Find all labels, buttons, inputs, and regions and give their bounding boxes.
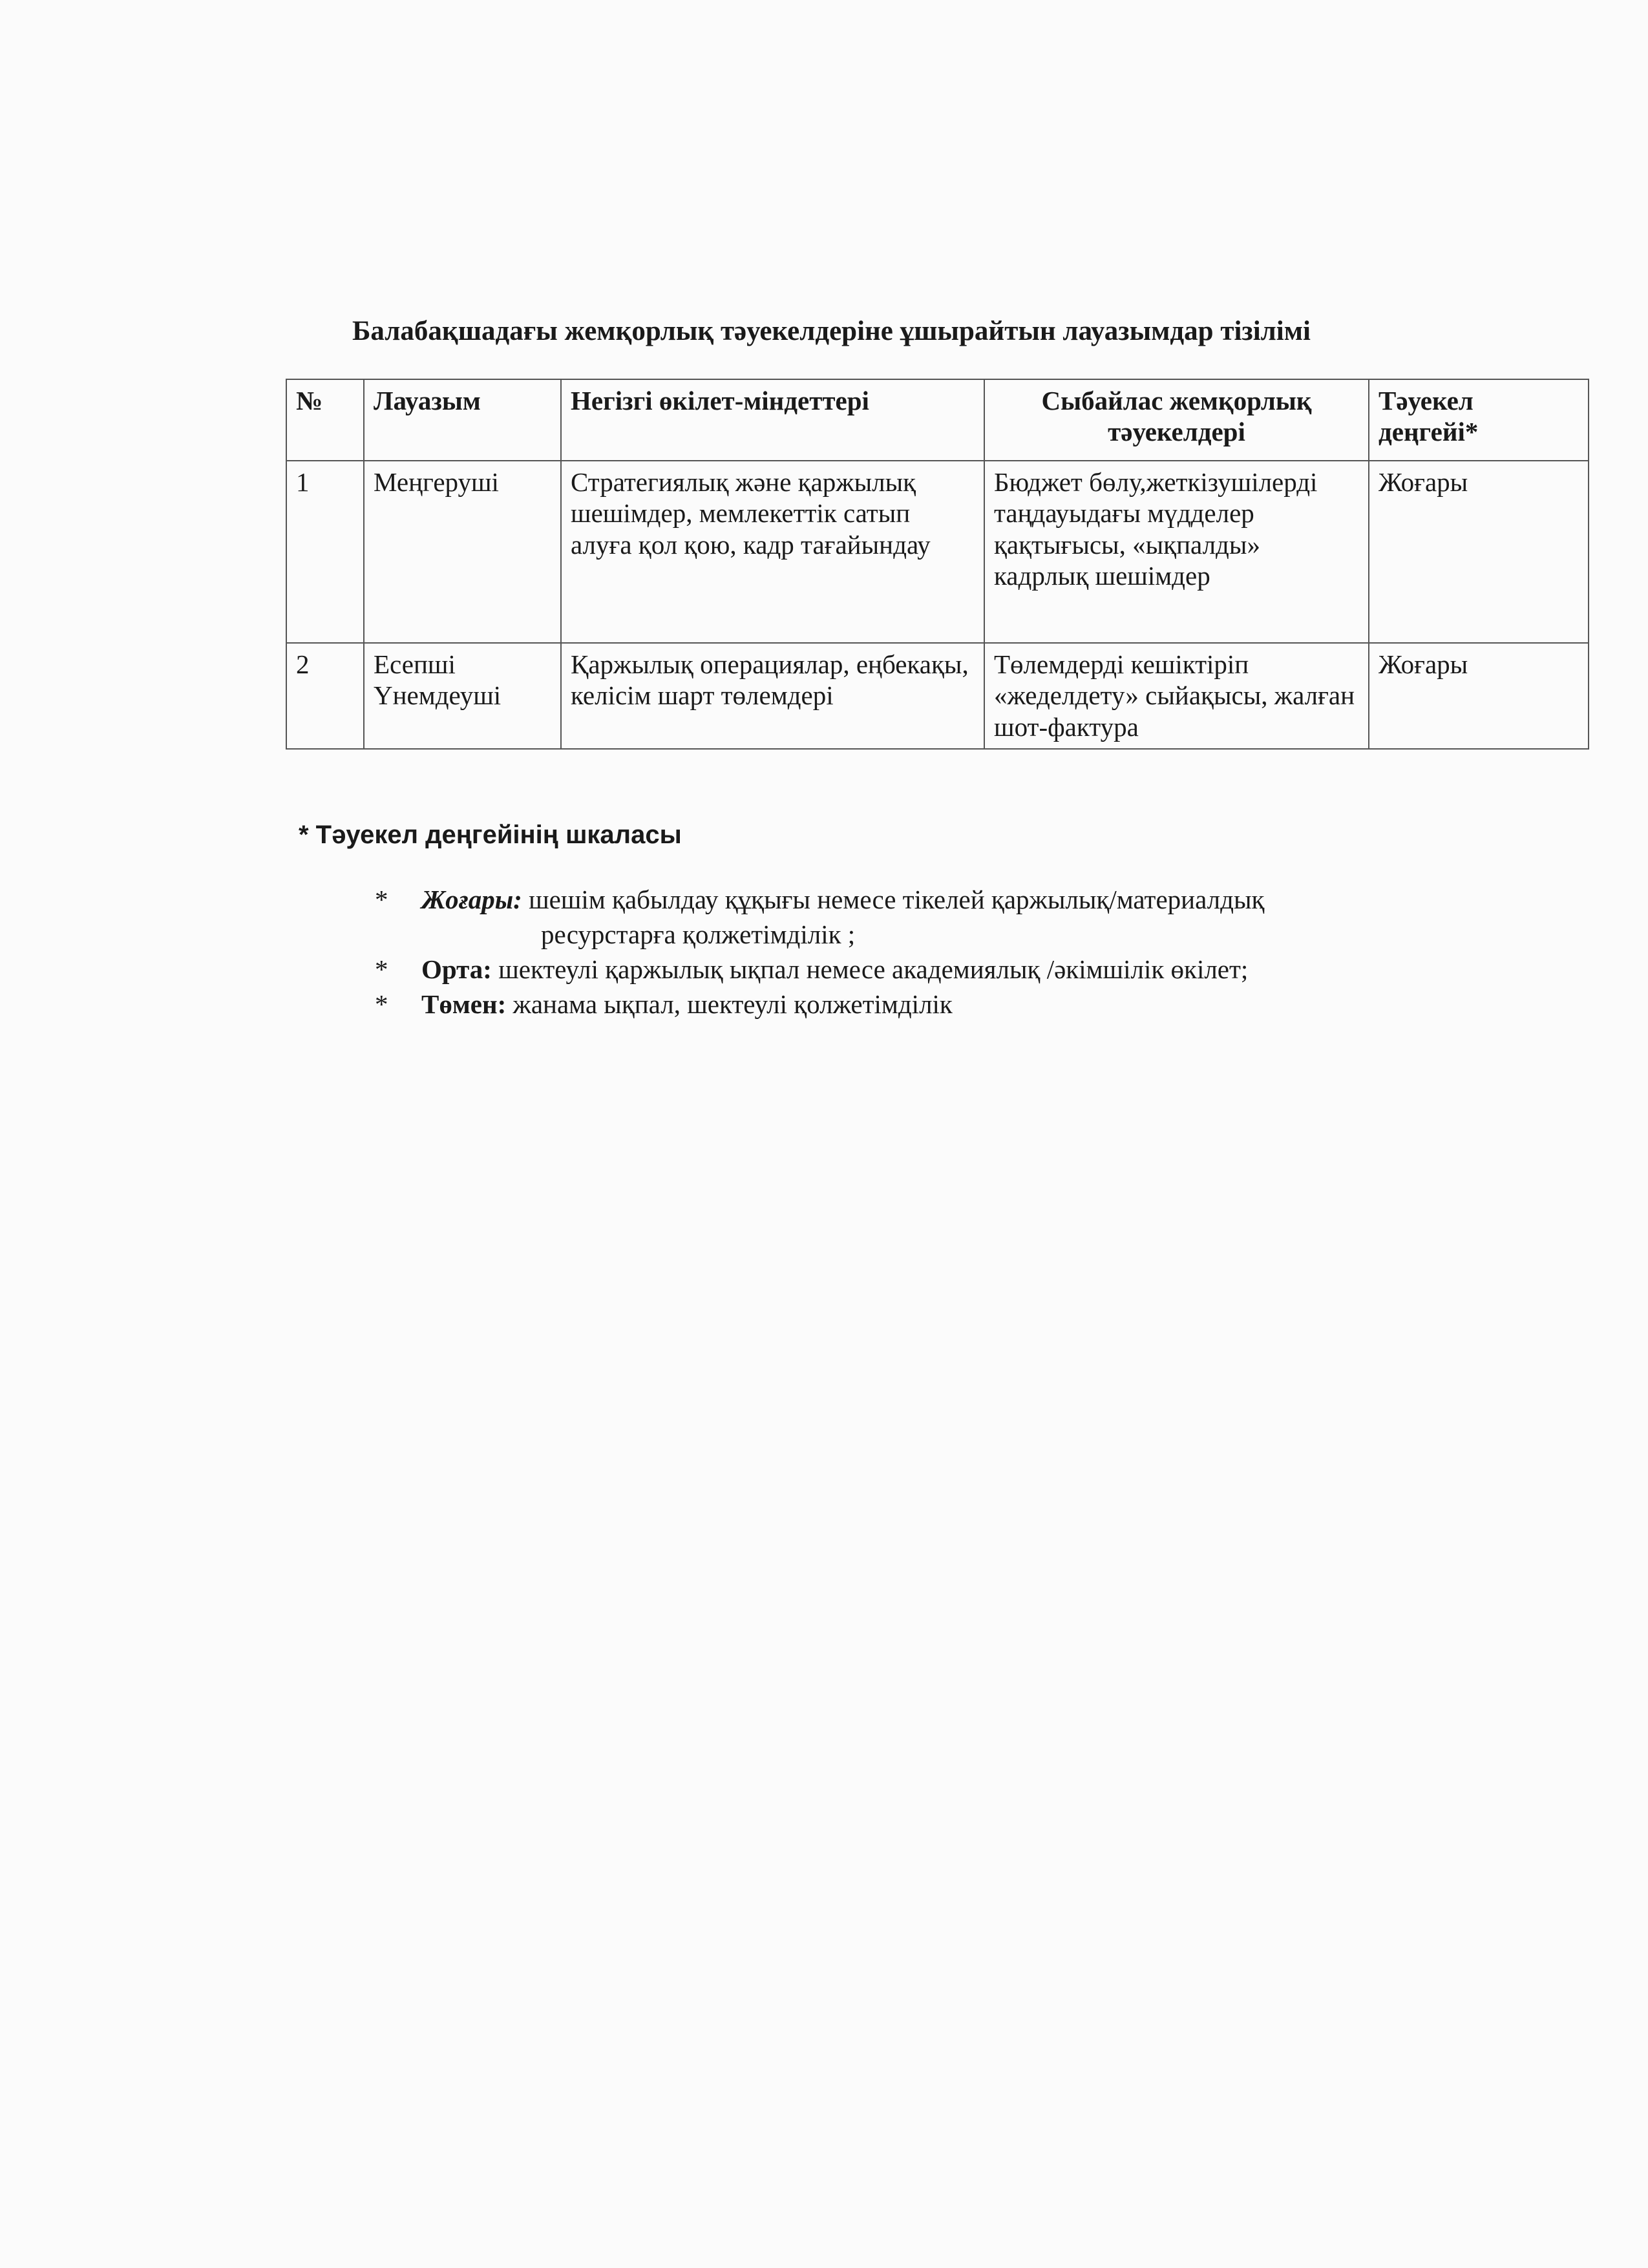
list-item xyxy=(375,987,1570,1022)
scale-text-medium: шектеулі қаржылық ықпал немесе академиялық /әкімшілік өкілет; xyxy=(491,954,1249,985)
cell-position xyxy=(364,643,561,749)
scale-item-body xyxy=(421,952,1248,987)
scale-item-body xyxy=(421,987,953,1022)
scale-term-medium: Орта: xyxy=(421,954,492,985)
scale-text-low: жанама ықпал, шектеулі қолжетімділік xyxy=(506,989,953,1020)
cell-position xyxy=(364,461,561,643)
position-line: Меңгеруші xyxy=(374,467,499,497)
list-item xyxy=(375,952,1570,987)
bullet-marker: * xyxy=(375,885,388,914)
scale-term-high: Жоғары: xyxy=(421,885,522,914)
cell-risks: Төлемдерді кешіктіріп «жеделдету» сыйақысы, жалған шот-фактура xyxy=(984,643,1369,749)
header-position: Лауазым xyxy=(364,379,561,461)
scale-text-high: шешім қабылдау құқығы немесе тікелей қаржылық/материалдық xyxy=(522,885,1265,914)
bullet-marker: * xyxy=(375,989,388,1020)
scale-heading: * Тәуекел деңгейінің шкаласы xyxy=(299,821,682,849)
cell-risk-level: Жоғары xyxy=(1369,643,1589,749)
header-risk-level: Тәуекел деңгейі* xyxy=(1369,379,1589,461)
cell-number: 2 xyxy=(286,643,364,749)
position-line: Үнемдеуші xyxy=(374,680,502,711)
cell-duties: Стратегиялық және қаржылық шешімдер, мемлекеттік сатып алуға қол қою, кадр тағайындау xyxy=(561,461,984,643)
cell-duties: Қаржылық операциялар, еңбекақы, келісім шарт төлемдері xyxy=(561,643,984,749)
scale-term-low: Төмен: xyxy=(421,989,507,1020)
table-header-row xyxy=(286,379,1589,461)
scale-text-high-continuation: ресурстарға қолжетімділік ; xyxy=(541,919,856,950)
page-title: Балабақшадағы жемқорлық тәуекелдеріне ұшырайтын лауазымдар тізілімі xyxy=(352,316,1311,346)
cell-risks: Бюджет бөлу,жеткізушілерді таңдауыдағы мүдделер қақтығысы, «ықпалды» кадрлық шешімдер xyxy=(984,461,1369,643)
table-row xyxy=(286,461,1589,643)
cell-risk-level: Жоғары xyxy=(1369,461,1589,643)
registry-table xyxy=(286,379,1589,750)
table-row xyxy=(286,643,1589,749)
bullet-marker: * xyxy=(375,954,388,985)
risk-scale-list xyxy=(375,882,1570,1022)
position-line: Есепші xyxy=(374,649,456,679)
header-risks: Сыбайлас жемқорлық тәуекелдері xyxy=(984,379,1369,461)
header-number: № xyxy=(286,379,364,461)
cell-number: 1 xyxy=(286,461,364,643)
list-item xyxy=(375,882,1570,952)
header-duties: Негізгі өкілет-міндеттері xyxy=(561,379,984,461)
scale-item-body xyxy=(421,882,1264,952)
